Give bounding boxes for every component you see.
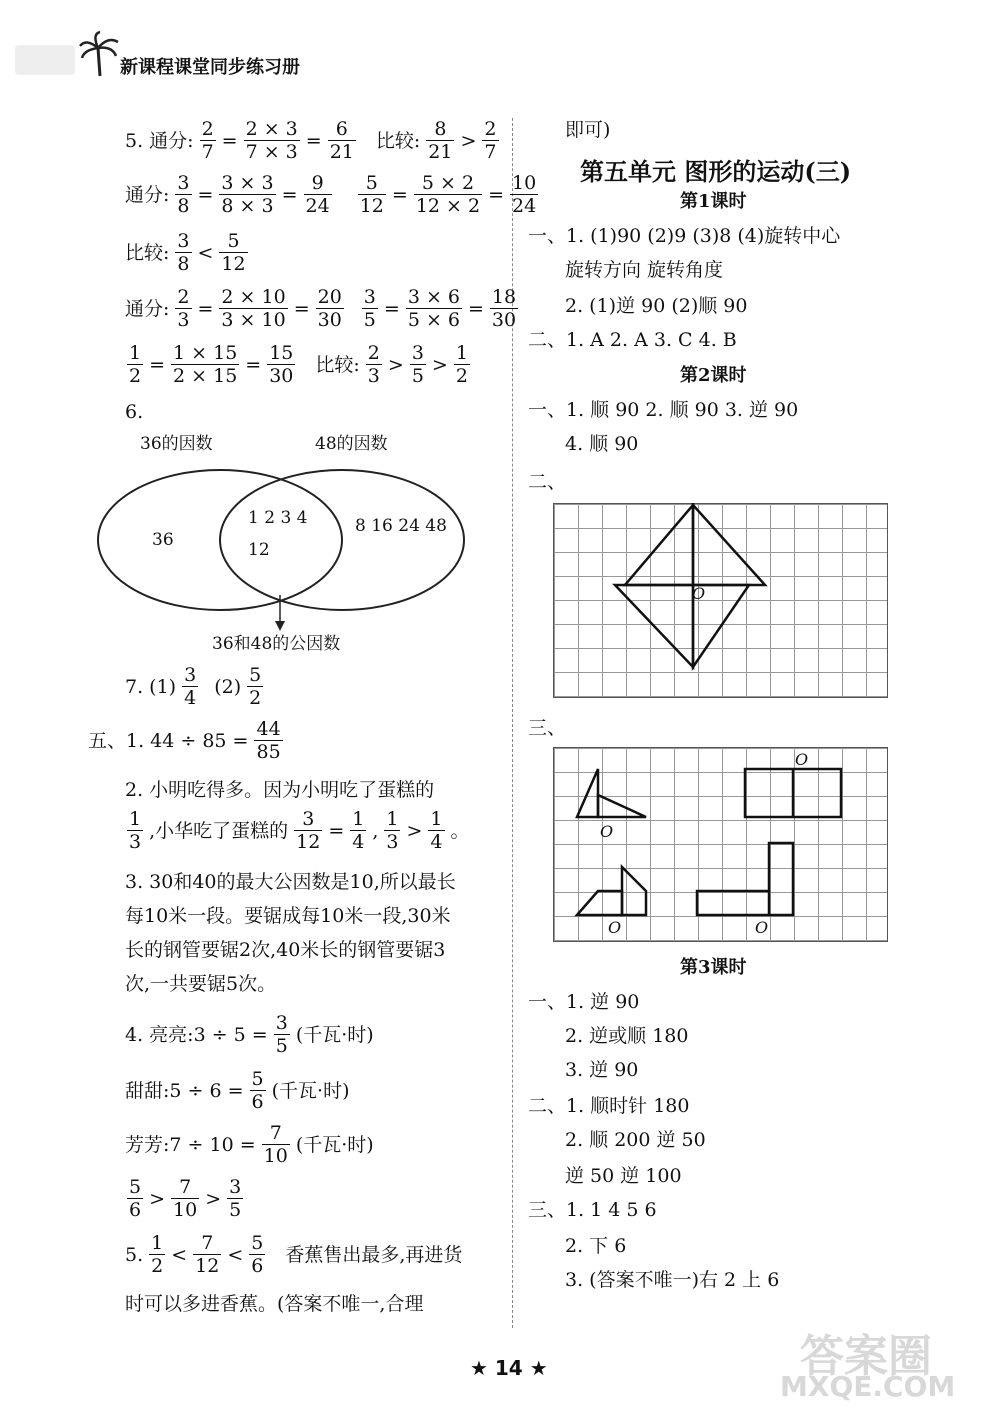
compare-label: 比较: <box>315 353 360 376</box>
lesson3-line: 三、1. 1 4 5 6 <box>528 1199 657 1221</box>
fraction: $\frac{5 \times 2}{12 \times 2}$ <box>415 172 481 217</box>
label: 五、1. 44 ÷ 85 = <box>88 729 249 752</box>
venn-diagram <box>90 455 470 635</box>
fraction: $\frac{1}{3}$ <box>386 808 399 853</box>
palm-tree-icon <box>78 30 122 78</box>
venn-right-only: 8 16 24 48 <box>355 516 447 536</box>
unit: (千瓦·时) <box>271 1079 350 1102</box>
five-q4-line2 <box>125 1068 350 1113</box>
fraction: $\frac{9}{24}$ <box>305 172 330 217</box>
fraction: $\frac{1}{2}$ <box>455 342 468 387</box>
fraction: $\frac{10}{24}$ <box>512 172 537 217</box>
fraction: $\frac{5}{2}$ <box>249 664 262 709</box>
five-q2-line2: $\frac{1}{3}$ ,小华吃了蛋糕的 $\frac{3}{12}$ = $\frac{1}{4}$ , $\frac{1}{3}$ > $\frac{1}{4}$ 。 <box>129 808 470 853</box>
watermark-logo: 答案圈 <box>800 1331 932 1382</box>
five-q5-line1 <box>125 1232 462 1277</box>
fraction: $\frac{7}{10}$ <box>173 1176 198 1221</box>
lesson3-line: 一、1. 逆 90 <box>528 991 640 1013</box>
lesson3-line: 2. 逆或顺 180 <box>565 1025 689 1047</box>
text: ,小华吃了蛋糕的 <box>149 819 289 842</box>
q5-line4: 通分: $\frac{2}{3}$ = $\frac{2 \times 10}{3 \times 10}$ = $\frac{20}{30}$ $\frac{3}{5}$ = $\frac{3 \times 6}{5 \times 6}$ = $\frac{18}{30}$ <box>125 286 517 331</box>
operator: > <box>149 1187 166 1210</box>
five-q3-line: 每10米一段。要锯成每10米一段,30米 <box>125 905 451 927</box>
lesson1-line: 2. (1)逆 90 (2)顺 90 <box>565 295 748 317</box>
rotation-figure-1 <box>553 503 888 698</box>
five-q4-line4 <box>125 1176 245 1221</box>
fraction: $\frac{2}{3}$ <box>367 342 380 387</box>
fraction: $\frac{18}{30}$ <box>491 286 517 331</box>
fraction: $\frac{5}{6}$ <box>129 1176 142 1221</box>
venn-right-title: 48的因数 <box>315 434 388 454</box>
lesson2-title: 第2课时 <box>680 365 747 386</box>
fraction: $\frac{3 \times 6}{5 \times 6}$ <box>407 286 460 331</box>
lesson3-line: 逆 50 逆 100 <box>565 1165 682 1187</box>
grid-origin-label: O <box>600 822 614 841</box>
fraction: $\frac{5}{6}$ <box>251 1232 264 1277</box>
fraction: $\frac{7}{10}$ <box>263 1122 288 1167</box>
q5-label: 5. 通分: <box>125 129 194 152</box>
fraction: $\frac{2}{7}$ <box>484 118 497 163</box>
fraction: $\frac{20}{30}$ <box>317 286 342 331</box>
lesson1-line: 一、1. (1)90 (2)9 (3)8 (4)旋转中心 <box>528 225 841 247</box>
fraction: $\frac{5}{12}$ <box>221 230 246 275</box>
header-title: 新课程课堂同步练习册 <box>120 57 300 78</box>
fraction: $\frac{3}{4}$ <box>184 664 197 709</box>
right-top-text: 即可) <box>565 119 611 141</box>
lesson2-line: 二、 <box>528 471 567 493</box>
lesson1-title: 第1课时 <box>680 191 747 212</box>
header-logo <box>15 45 75 75</box>
fraction: $\frac{3}{5}$ <box>363 286 376 331</box>
lesson3-line: 二、1. 顺时针 180 <box>528 1095 690 1117</box>
fraction: $\frac{8}{21}$ <box>428 118 453 163</box>
grid-origin-label: O <box>755 918 769 937</box>
fraction: $\frac{5}{6}$ <box>251 1068 264 1113</box>
operator: < <box>171 1243 188 1266</box>
label: 芳芳:7 ÷ 10 = <box>125 1133 256 1156</box>
fraction: $\frac{3}{8}$ <box>177 172 190 217</box>
lesson2-line: 三、 <box>528 717 567 739</box>
q5-line2: 通分: $\frac{3}{8}$ = $\frac{3 \times 3}{8 \times 3}$ = $\frac{9}{24}$ $\frac{5}{12}$ = $\frac{5 \times 2}{12 \times 2}$ = $\frac{10}{24}$ <box>125 172 537 217</box>
rotation-figure-2 <box>553 747 888 942</box>
operator: > <box>205 1187 222 1210</box>
operator: > <box>431 353 448 376</box>
venn-common-1: 1 2 3 4 <box>248 508 308 528</box>
fraction: $\frac{3 \times 3}{8 \times 3}$ <box>221 172 274 217</box>
fraction: $\frac{3}{5}$ <box>275 1012 288 1057</box>
label: 通分: <box>125 183 170 206</box>
grid-origin-label: O <box>608 918 622 937</box>
five-q3-line: 次,一共要锯5次。 <box>125 973 277 995</box>
label: 4. 亮亮:3 ÷ 5 = <box>125 1023 268 1046</box>
lesson1-line: 旋转方向 旋转角度 <box>565 259 724 281</box>
five-q3-line: 3. 30和40的最大公因数是10,所以最长 <box>125 871 456 893</box>
fraction: $\frac{2 \times 10}{3 \times 10}$ <box>221 286 286 331</box>
lesson1-line: 二、1. A 2. A 3. C 4. B <box>528 329 737 351</box>
label: 甜甜:5 ÷ 6 = <box>125 1079 244 1102</box>
lesson2-line: 4. 顺 90 <box>565 433 639 455</box>
five-q2-line1: 2. 小明吃得多。因为小明吃了蛋糕的 <box>125 779 435 801</box>
five-q4-line1 <box>125 1012 374 1057</box>
lesson3-line: 2. 下 6 <box>565 1235 627 1257</box>
q5-line1: 5. 通分: $\frac{2}{7}$ = $\frac{2 \times 3}{7 \times 3}$ = $\frac{6}{21}$ 比较: $\frac{8}{21}$ > $\frac{2}{7}$ <box>125 118 497 163</box>
q7 <box>125 664 265 709</box>
fraction: $\frac{5}{12}$ <box>359 172 384 217</box>
lesson3-line: 2. 顺 200 逆 50 <box>565 1129 706 1151</box>
venn-left-title: 36的因数 <box>140 434 213 454</box>
label: 比较: <box>125 241 170 264</box>
unit-title: 第五单元 图形的运动(三) <box>580 157 852 186</box>
fraction: $\frac{2 \times 3}{7 \times 3}$ <box>245 118 298 163</box>
fraction: $\frac{3}{8}$ <box>177 230 190 275</box>
text: 香蕉售出最多,再进货 <box>285 1243 463 1266</box>
q5-line5: $\frac{1}{2}$ = $\frac{1 \times 15}{2 \times 15}$ = $\frac{15}{30}$ 比较: $\frac{2}{3}$ > $\frac{3}{5}$ > $\frac{1}{2}$ <box>129 342 468 387</box>
fraction: $\frac{7}{12}$ <box>195 1232 220 1277</box>
q5-line3 <box>125 230 250 275</box>
lesson2-line: 一、1. 顺 90 2. 顺 90 3. 逆 90 <box>528 399 799 421</box>
fraction: $\frac{15}{30}$ <box>269 342 294 387</box>
fraction: $\frac{1 \times 15}{2 \times 15}$ <box>173 342 238 387</box>
five-q5-line2: 时可以多进香蕉。(答案不唯一,合理 <box>125 1293 424 1315</box>
lesson3-title: 第3课时 <box>680 957 747 978</box>
operator: < <box>197 241 214 264</box>
operator: < <box>227 1243 244 1266</box>
watermark-url: MXQE.COM <box>780 1370 956 1403</box>
label: 5. <box>125 1243 144 1266</box>
fraction: $\frac{3}{5}$ <box>411 342 424 387</box>
fraction: $\frac{1}{4}$ <box>430 808 443 853</box>
q6-label: 6. <box>125 401 144 423</box>
venn-pointer-label: 36和48的公因数 <box>212 634 341 654</box>
venn-left-only: 36 <box>152 530 174 550</box>
text: 。 <box>450 819 470 842</box>
fraction: $\frac{2}{3}$ <box>177 286 190 331</box>
five-q4-line3 <box>125 1122 374 1167</box>
fraction: $\frac{3}{12}$ <box>296 808 321 853</box>
unit: (千瓦·时) <box>295 1023 374 1046</box>
lesson3-line: 3. 逆 90 <box>565 1059 639 1081</box>
lesson3-line: 3. (答案不唯一)右 2 上 6 <box>565 1269 780 1291</box>
label: 7. (1) <box>125 675 177 698</box>
page-number: ★ 14 ★ <box>470 1356 548 1380</box>
venn-common-2: 12 <box>248 540 270 560</box>
label: (2) <box>214 675 242 698</box>
operator: > <box>387 353 404 376</box>
operator: > <box>460 129 477 152</box>
label: 通分: <box>125 297 170 320</box>
fraction: $\frac{1}{3}$ <box>129 808 142 853</box>
fraction: $\frac{1}{2}$ <box>151 1232 164 1277</box>
unit: (千瓦·时) <box>295 1133 374 1156</box>
grid-origin-label: O <box>795 750 809 769</box>
fraction: $\frac{44}{85}$ <box>256 718 281 763</box>
compare-label: 比较: <box>375 129 421 152</box>
fraction: $\frac{3}{5}$ <box>229 1176 242 1221</box>
grid-origin-label: O <box>692 584 706 603</box>
five-q3-line: 长的钢管要锯2次,40米长的钢管要锯3 <box>125 939 446 961</box>
fraction: $\frac{6}{21}$ <box>329 118 354 163</box>
five-q1 <box>88 718 285 763</box>
fraction: $\frac{1}{4}$ <box>352 808 365 853</box>
fraction: $\frac{1}{2}$ <box>129 342 142 387</box>
fraction: $\frac{2}{7}$ <box>201 118 214 163</box>
